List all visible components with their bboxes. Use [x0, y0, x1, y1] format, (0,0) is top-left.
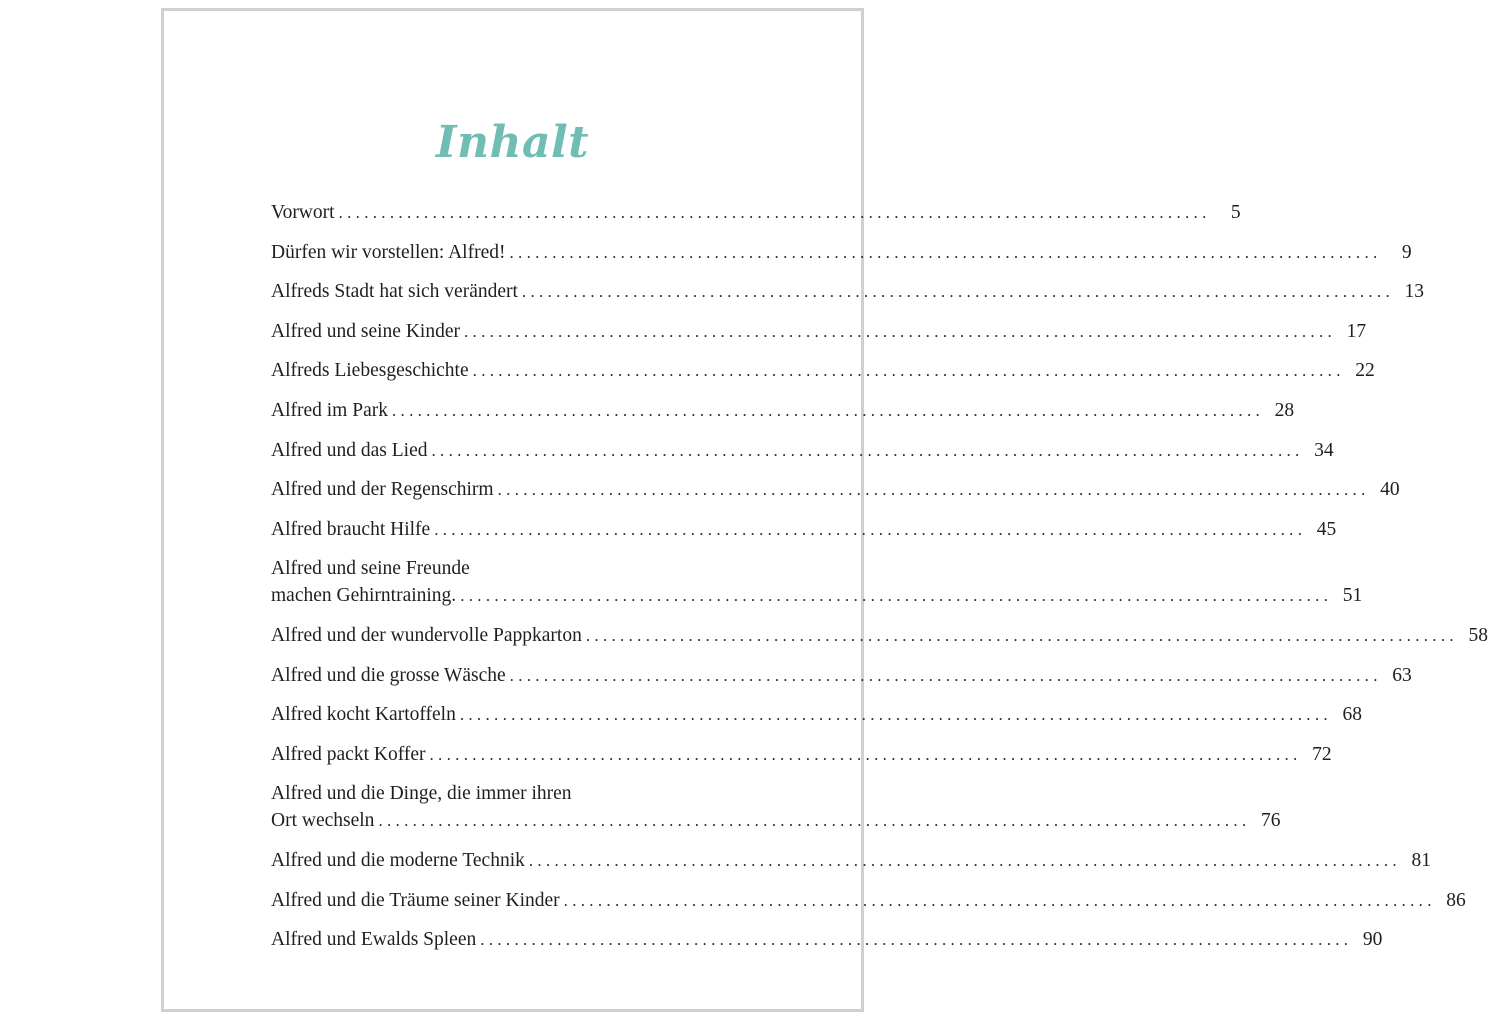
- toc-page-number: 68: [1342, 704, 1362, 726]
- dot-leader: ......................................................................................................: [497, 480, 1370, 500]
- dot-leader: ......................................................................................................: [434, 519, 1307, 539]
- dot-leader: ......................................................................................................: [463, 321, 1337, 341]
- toc-entry: [271, 357, 1375, 384]
- table-of-contents: [271, 199, 1488, 966]
- toc-page-number: 9: [1401, 241, 1412, 263]
- toc-entry-title: Alfred braucht Hilfe: [271, 518, 431, 540]
- toc-page-number: 90: [1362, 929, 1383, 951]
- toc-entry: [271, 476, 1400, 503]
- toc-entry: [271, 516, 1337, 543]
- toc-entry: [271, 397, 1295, 424]
- dot-leader: ......................................................................................................: [509, 665, 1382, 685]
- toc-entry-title: Alfred und seine Kinder: [271, 320, 460, 342]
- toc-page-number: 34: [1314, 439, 1334, 461]
- dot-leader: ......................................................................................................: [563, 890, 1436, 910]
- toc-page-number: 28: [1274, 399, 1295, 421]
- dot-leader: ......................................................................................................: [460, 586, 1333, 606]
- dot-leader: ......................................................................................................: [528, 850, 1401, 870]
- toc-entry: [271, 741, 1332, 768]
- toc-entry: [271, 662, 1412, 689]
- toc-page-number: 81: [1411, 849, 1431, 871]
- book-page: [161, 8, 1488, 1012]
- toc-entry: [271, 701, 1362, 728]
- toc-page-number: 45: [1316, 518, 1337, 540]
- dot-leader: ......................................................................................................: [391, 400, 1265, 420]
- toc-page-number: 76: [1261, 810, 1281, 832]
- toc-page-number: 63: [1392, 664, 1412, 686]
- toc-entry-title: Alfred und die Träume seiner Kinder: [271, 889, 560, 911]
- toc-page-number: 86: [1446, 889, 1466, 911]
- toc-entry-title: Alfred und die moderne Technik: [271, 849, 525, 871]
- dot-leader: ......................................................................................................: [521, 282, 1395, 302]
- dot-leader: ......................................................................................................: [509, 242, 1382, 262]
- toc-entry-title: Alfred und die grosse Wäsche: [271, 664, 506, 686]
- toc-entry: [271, 437, 1334, 464]
- toc-page-number: 5: [1230, 202, 1241, 223]
- toc-entry-title: Vorwort: [271, 202, 335, 223]
- toc-entry-title: Alfred packt Koffer: [271, 743, 426, 765]
- toc-entry: [271, 239, 1412, 266]
- toc-entry-title: Alfreds Stadt hat sich verändert: [271, 281, 518, 303]
- toc-entry-title: Alfred und der Regenschirm: [271, 479, 494, 501]
- toc-page-number: 72: [1312, 743, 1332, 765]
- toc-entry: [271, 887, 1466, 914]
- dot-leader: ......................................................................................................: [472, 361, 1345, 381]
- toc-entry: [271, 318, 1367, 345]
- toc-entry-title: machen Gehirntraining.: [271, 585, 457, 607]
- dot-leader: ......................................................................................................: [459, 705, 1332, 725]
- toc-entry: [271, 622, 1488, 649]
- toc-page-number: 40: [1380, 479, 1400, 501]
- toc-entry: [271, 847, 1431, 874]
- page-title: Inhalt: [435, 117, 590, 168]
- dot-leader: ......................................................................................................: [431, 440, 1304, 460]
- toc-page-number: 17: [1346, 320, 1367, 342]
- toc-entry-title: Alfreds Liebesgeschichte: [271, 360, 469, 382]
- dot-leader: ......................................................................................................: [429, 744, 1302, 764]
- toc-entry-title-line1: Alfred und seine Freunde: [271, 558, 470, 580]
- dot-leader: ......................................................................................................: [378, 811, 1251, 831]
- toc-page-number: 22: [1355, 360, 1375, 382]
- toc-entry: [271, 278, 1425, 305]
- toc-entry-title: Alfred kocht Kartoffeln: [271, 704, 456, 726]
- toc-page-number: 13: [1404, 281, 1425, 303]
- toc-entry-title: Alfred im Park: [271, 399, 388, 421]
- toc-entry-title-line1: Alfred und die Dinge, die immer ihren: [271, 783, 572, 805]
- toc-entry: [271, 199, 1241, 226]
- toc-entry-title: Alfred und das Lied: [271, 439, 428, 461]
- dot-leader: ......................................................................................................: [480, 930, 1353, 950]
- dot-leader: ......................................................................................................: [585, 625, 1458, 645]
- toc-entry: [271, 555, 1363, 609]
- toc-entry: [271, 926, 1383, 953]
- toc-entry-title: Dürfen wir vorstellen: Alfred!: [271, 241, 506, 263]
- toc-page-number: 58: [1468, 624, 1488, 646]
- toc-page-number: 51: [1342, 585, 1363, 607]
- toc-entry-title: Alfred und der wundervolle Pappkarton: [271, 624, 582, 646]
- toc-entry: [271, 780, 1281, 834]
- dot-leader: ......................................................................................................: [338, 203, 1211, 222]
- toc-entry-title: Ort wechseln: [271, 810, 375, 832]
- toc-entry-title: Alfred und Ewalds Spleen: [271, 929, 477, 951]
